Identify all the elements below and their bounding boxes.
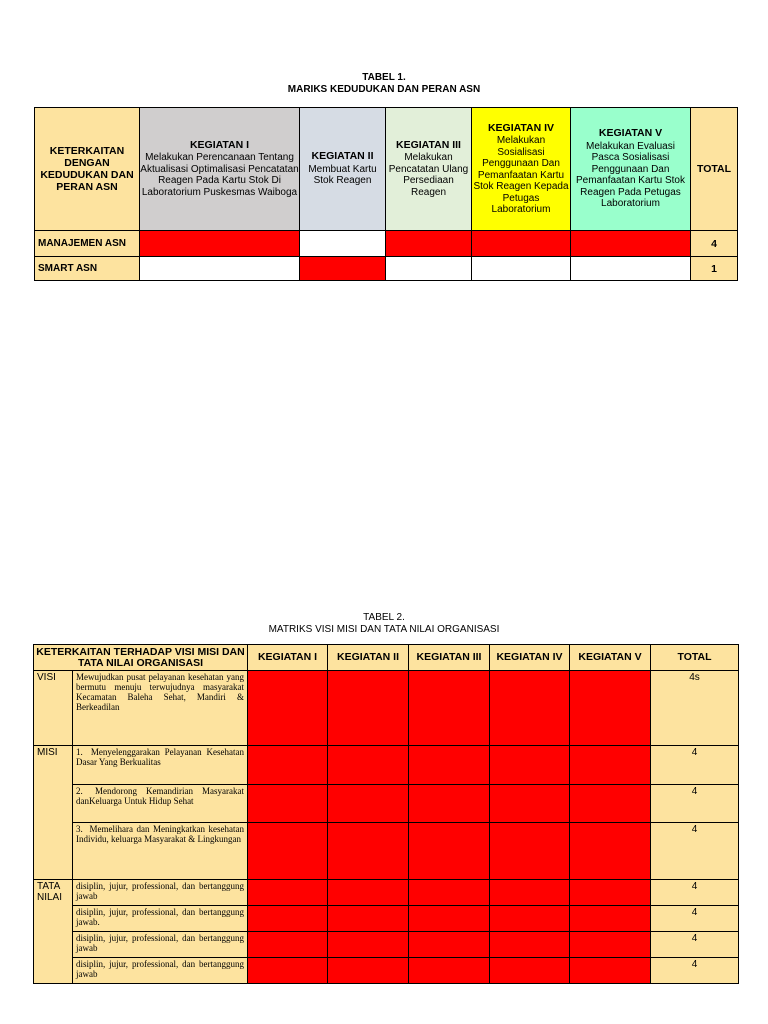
visi-total: 4s xyxy=(651,671,739,746)
table2-cell-marked xyxy=(490,906,570,932)
table2-cell-marked xyxy=(409,746,490,785)
table2-title-line2: MATRIKS VISI MISI DAN TATA NILAI ORGANISASI xyxy=(268,624,500,635)
misi-item xyxy=(73,746,248,785)
table2-cell-marked xyxy=(570,746,651,785)
table1-kegiatan-5-header xyxy=(571,108,691,231)
section-tata-nilai: TATA NILAI xyxy=(34,880,73,984)
tata-nilai-total: 4 xyxy=(651,958,739,984)
table2-cell-marked xyxy=(409,932,490,958)
kegiatan-name: KEGIATAN V xyxy=(598,127,663,140)
table2-kegiatan-header: KEGIATAN II xyxy=(328,645,409,671)
table2-cell-marked xyxy=(570,671,651,746)
table2-cell-marked xyxy=(328,823,409,880)
table2-cell-marked xyxy=(328,746,409,785)
table2-cell-marked xyxy=(328,880,409,906)
misi-total: 4 xyxy=(651,746,739,785)
table1-cell-empty xyxy=(472,257,571,281)
table2-cell-marked xyxy=(409,785,490,823)
misi-total: 4 xyxy=(651,823,739,880)
table2-cell-marked xyxy=(490,785,570,823)
misi-item xyxy=(73,785,248,823)
table2-cell-marked xyxy=(328,932,409,958)
table1-title xyxy=(0,72,768,96)
table2-cell-marked xyxy=(490,880,570,906)
table2-total-header: TOTAL xyxy=(651,645,739,671)
table2-cell-marked xyxy=(328,671,409,746)
table1-title-line1: TABEL 1. xyxy=(362,72,406,83)
table2-cell-marked xyxy=(328,958,409,984)
table2-cell-marked xyxy=(248,906,328,932)
table1-kegiatan-2-header xyxy=(300,108,386,231)
tata-nilai-text: disiplin, jujur, professional, dan bertanggung jawab xyxy=(73,880,248,906)
table2-kegiatan-header: KEGIATAN III xyxy=(409,645,490,671)
table2-cell-marked xyxy=(248,785,328,823)
table2-cell-marked xyxy=(570,880,651,906)
table2-title-line1: TABEL 2. xyxy=(363,612,405,623)
kegiatan-name: KEGIATAN III xyxy=(396,138,461,151)
table2-cell-marked xyxy=(248,932,328,958)
table2-cell-marked xyxy=(490,671,570,746)
table1-cell-empty xyxy=(571,257,691,281)
table1-cell-marked xyxy=(140,231,300,257)
table2-kegiatan-header: KEGIATAN IV xyxy=(490,645,570,671)
misi-item xyxy=(73,823,248,880)
misi-text: Mendorong Kemandirian Masyarakat danKeluarga Untuk Hidup Sehat xyxy=(76,786,244,806)
kegiatan-name: KEGIATAN I xyxy=(189,138,250,151)
table2-cell-marked xyxy=(570,958,651,984)
table2 xyxy=(33,644,739,984)
table2-cell-marked xyxy=(328,785,409,823)
kegiatan-desc: Melakukan Evaluasi Pasca Sosialisasi Penggunaan Dan Pemanfaatan Kartu Stok Reagen Pada Petugas Laboratorium xyxy=(576,140,685,210)
table2-corner-header: KETERKAITAN TERHADAP VISI MISI DAN TATA NILAI ORGANISASI xyxy=(34,645,248,671)
table2-cell-marked xyxy=(248,823,328,880)
section-visi: VISI xyxy=(34,671,73,746)
table2-cell-marked xyxy=(248,746,328,785)
table1-row-label: SMART ASN xyxy=(35,257,140,281)
table2-cell-marked xyxy=(409,958,490,984)
kegiatan-desc: Melakukan Perencanaan Tentang Aktualisasi Optimalisasi Pencatatan Reagen Pada Kartu Stok Di Laboratorium Puskesmas Waiboga xyxy=(140,152,299,198)
kegiatan-name: KEGIATAN II xyxy=(311,150,374,163)
table1-row-total: 1 xyxy=(691,257,738,281)
table2-cell-marked xyxy=(490,823,570,880)
table2-cell-marked xyxy=(328,906,409,932)
table1-row-total: 4 xyxy=(691,231,738,257)
table2-cell-marked xyxy=(570,823,651,880)
misi-num: 1. xyxy=(76,747,83,757)
table1-title-line2: MARIKS KEDUDUKAN DAN PERAN ASN xyxy=(287,84,481,95)
misi-num: 2. xyxy=(76,786,83,796)
table1-kegiatan-1-header xyxy=(140,108,300,231)
table2-cell-marked xyxy=(409,880,490,906)
section-misi: MISI xyxy=(34,746,73,880)
table2-cell-marked xyxy=(570,785,651,823)
misi-num: 3. xyxy=(76,824,83,834)
table1-kegiatan-3-header xyxy=(386,108,472,231)
tata-nilai-total: 4 xyxy=(651,932,739,958)
table1-cell-marked xyxy=(300,257,386,281)
table1-row-label: MANAJEMEN ASN xyxy=(35,231,140,257)
kegiatan-desc: Membuat Kartu Stok Reagen xyxy=(308,163,377,187)
table2-cell-marked xyxy=(409,671,490,746)
table2-cell-marked xyxy=(248,880,328,906)
table2-kegiatan-header: KEGIATAN I xyxy=(248,645,328,671)
table2-title xyxy=(0,612,768,636)
table1-total-header: TOTAL xyxy=(691,108,738,231)
table1-cell-marked xyxy=(571,231,691,257)
visi-text: Mewujudkan pusat pelayanan kesehatan yang bermutu menuju terwujudnya masyarakat Kecamatan Baleha Sehat, Mandiri & Berkeadilan xyxy=(73,671,248,746)
table1-cell-empty xyxy=(140,257,300,281)
table1-cell-empty xyxy=(300,231,386,257)
table2-cell-marked xyxy=(409,906,490,932)
kegiatan-desc: Melakukan Sosialisasi Penggunaan Dan Pemanfaatan Kartu Stok Reagen Kepada Petugas Laboratorium xyxy=(473,135,569,215)
tata-nilai-total: 4 xyxy=(651,906,739,932)
table2-kegiatan-header: KEGIATAN V xyxy=(570,645,651,671)
kegiatan-desc: Melakukan Pencatatan Ulang Persediaan Reagen xyxy=(388,152,469,198)
misi-total: 4 xyxy=(651,785,739,823)
kegiatan-name: KEGIATAN IV xyxy=(487,121,555,134)
table2-cell-marked xyxy=(490,932,570,958)
table1-corner-header: KETERKAITAN DENGAN KEDUDUKAN DAN PERAN ASN xyxy=(35,108,140,231)
table2-cell-marked xyxy=(409,823,490,880)
table1-cell-marked xyxy=(386,231,472,257)
table1-kegiatan-4-header xyxy=(472,108,571,231)
tata-nilai-text: disiplin, jujur, professional, dan bertanggung jawab xyxy=(73,958,248,984)
table2-cell-marked xyxy=(490,746,570,785)
table2-cell-marked xyxy=(570,906,651,932)
tata-nilai-total: 4 xyxy=(651,880,739,906)
misi-text: Memelihara dan Meningkatkan kesehatan Individu, keluarga Masyarakat & Lingkungan xyxy=(76,824,244,844)
table1-cell-marked xyxy=(472,231,571,257)
table1-cell-empty xyxy=(386,257,472,281)
misi-text: Menyelenggarakan Pelayanan Kesehatan Dasar Yang Berkualitas xyxy=(76,747,245,767)
table2-cell-marked xyxy=(570,932,651,958)
table2-cell-marked xyxy=(248,958,328,984)
table2-cell-marked xyxy=(490,958,570,984)
tata-nilai-text: disiplin, jujur, professional, dan bertanggung jawab xyxy=(73,932,248,958)
table1 xyxy=(34,107,738,281)
tata-nilai-text: disiplin, jujur, professional, dan bertanggung jawab. xyxy=(73,906,248,932)
table2-cell-marked xyxy=(248,671,328,746)
